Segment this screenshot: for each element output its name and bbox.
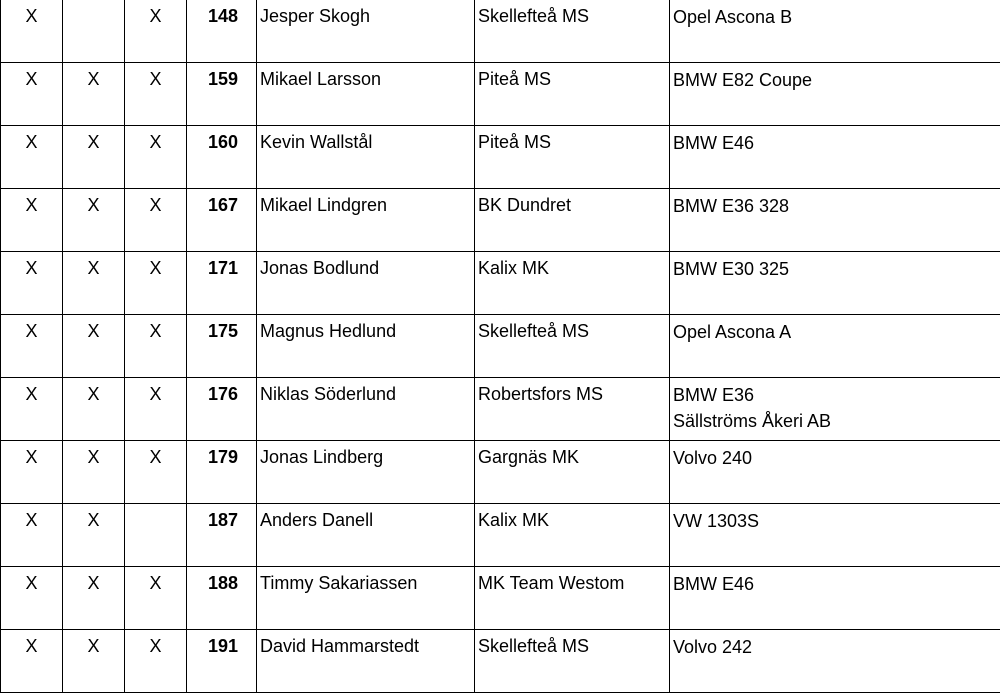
mark-col-1: X xyxy=(1,126,63,189)
start-number: 176 xyxy=(187,378,257,441)
car-model-line: BMW E46 xyxy=(673,571,1000,597)
driver-name: Magnus Hedlund xyxy=(257,315,475,378)
mark-col-3: X xyxy=(125,0,187,63)
car-model-line: BMW E46 xyxy=(673,130,1000,156)
start-number: 171 xyxy=(187,252,257,315)
club-name: Piteå MS xyxy=(475,63,670,126)
table-row xyxy=(1,378,1000,441)
car-model-line: Volvo 242 xyxy=(673,634,1000,660)
start-number: 179 xyxy=(187,441,257,504)
car-model xyxy=(670,63,1000,126)
mark-col-1: X xyxy=(1,567,63,630)
mark-col-3: X xyxy=(125,252,187,315)
mark-col-3 xyxy=(125,504,187,567)
start-number: 160 xyxy=(187,126,257,189)
mark-col-1: X xyxy=(1,252,63,315)
mark-col-1: X xyxy=(1,630,63,693)
start-number: 188 xyxy=(187,567,257,630)
sponsor-line: Sällströms Åkeri AB xyxy=(673,408,1000,434)
car-model-line: BMW E36 xyxy=(673,382,1000,408)
car-model-line: Volvo 240 xyxy=(673,445,1000,471)
mark-col-3: X xyxy=(125,315,187,378)
table-row xyxy=(1,504,1000,567)
car-model-line: VW 1303S xyxy=(673,508,1000,534)
club-name: Gargnäs MK xyxy=(475,441,670,504)
club-name: MK Team Westom xyxy=(475,567,670,630)
table-row xyxy=(1,567,1000,630)
mark-col-1: X xyxy=(1,378,63,441)
mark-col-2: X xyxy=(63,252,125,315)
mark-col-3: X xyxy=(125,126,187,189)
start-number: 191 xyxy=(187,630,257,693)
mark-col-3: X xyxy=(125,63,187,126)
start-number: 167 xyxy=(187,189,257,252)
club-name: BK Dundret xyxy=(475,189,670,252)
start-number: 159 xyxy=(187,63,257,126)
mark-col-2: X xyxy=(63,504,125,567)
car-model xyxy=(670,504,1000,567)
driver-name: Jonas Bodlund xyxy=(257,252,475,315)
club-name: Skellefteå MS xyxy=(475,0,670,63)
mark-col-3: X xyxy=(125,630,187,693)
mark-col-2: X xyxy=(63,63,125,126)
start-number: 148 xyxy=(187,0,257,63)
mark-col-3: X xyxy=(125,567,187,630)
mark-col-1: X xyxy=(1,189,63,252)
mark-col-1: X xyxy=(1,63,63,126)
car-model xyxy=(670,441,1000,504)
car-model xyxy=(670,567,1000,630)
table-row xyxy=(1,252,1000,315)
table-row xyxy=(1,189,1000,252)
start-number: 187 xyxy=(187,504,257,567)
mark-col-1: X xyxy=(1,315,63,378)
car-model-line: BMW E82 Coupe xyxy=(673,67,1000,93)
mark-col-1: X xyxy=(1,0,63,63)
driver-name: Kevin Wallstål xyxy=(257,126,475,189)
club-name: Skellefteå MS xyxy=(475,315,670,378)
car-model xyxy=(670,126,1000,189)
club-name: Piteå MS xyxy=(475,126,670,189)
club-name: Kalix MK xyxy=(475,252,670,315)
table-row xyxy=(1,630,1000,693)
club-name: Skellefteå MS xyxy=(475,630,670,693)
mark-col-1: X xyxy=(1,504,63,567)
driver-name: Niklas Söderlund xyxy=(257,378,475,441)
car-model-line: Opel Ascona A xyxy=(673,319,1000,345)
driver-name: Jonas Lindberg xyxy=(257,441,475,504)
mark-col-2: X xyxy=(63,441,125,504)
mark-col-2 xyxy=(63,0,125,63)
mark-col-3: X xyxy=(125,189,187,252)
car-model xyxy=(670,315,1000,378)
driver-name: Jesper Skogh xyxy=(257,0,475,63)
table-row xyxy=(1,0,1000,63)
mark-col-3: X xyxy=(125,378,187,441)
driver-name: Mikael Larsson xyxy=(257,63,475,126)
table-row xyxy=(1,63,1000,126)
car-model-line: BMW E36 328 xyxy=(673,193,1000,219)
mark-col-2: X xyxy=(63,126,125,189)
driver-name: David Hammarstedt xyxy=(257,630,475,693)
car-model xyxy=(670,630,1000,693)
table-row xyxy=(1,126,1000,189)
mark-col-2: X xyxy=(63,630,125,693)
club-name: Kalix MK xyxy=(475,504,670,567)
car-model xyxy=(670,378,1000,441)
car-model xyxy=(670,252,1000,315)
mark-col-2: X xyxy=(63,378,125,441)
car-model xyxy=(670,189,1000,252)
mark-col-2: X xyxy=(63,567,125,630)
entry-list-body xyxy=(1,0,1000,693)
driver-name: Anders Danell xyxy=(257,504,475,567)
start-number: 175 xyxy=(187,315,257,378)
car-model xyxy=(670,0,1000,63)
car-model-line: Opel Ascona B xyxy=(673,4,1000,30)
mark-col-2: X xyxy=(63,315,125,378)
driver-name: Mikael Lindgren xyxy=(257,189,475,252)
driver-name: Timmy Sakariassen xyxy=(257,567,475,630)
table-row xyxy=(1,441,1000,504)
mark-col-2: X xyxy=(63,189,125,252)
mark-col-1: X xyxy=(1,441,63,504)
club-name: Robertsfors MS xyxy=(475,378,670,441)
table-row xyxy=(1,315,1000,378)
car-model-line: BMW E30 325 xyxy=(673,256,1000,282)
mark-col-3: X xyxy=(125,441,187,504)
